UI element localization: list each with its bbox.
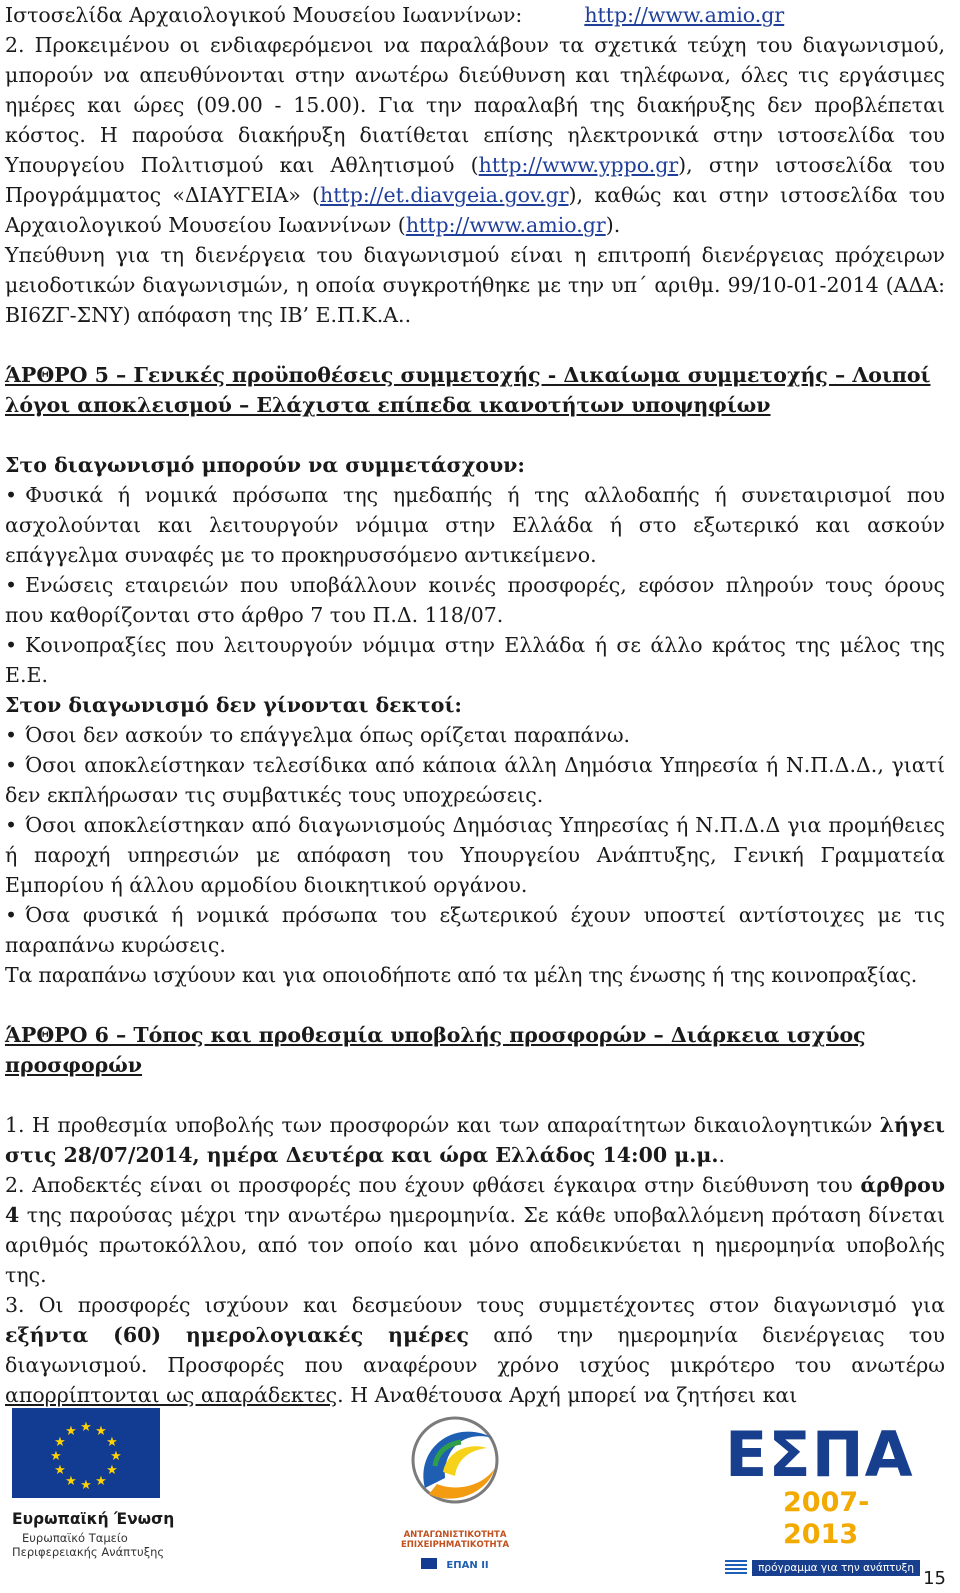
committee-paragraph: Υπεύθυνη για τη διενέργεια του διαγωνισμού είναι η επιτροπή διενέργειας πρόχειρων μειοδοτικών διαγωνισμών, η οποία συγκροτήθηκε με την υπ΄ αριθμ. 99/10-01-2014 (ΑΔΑ: ΒΙ6ΖΓ-ΣΝΥ) απόφαση της ΙΒ’ Ε.Π.Κ.Α.. [5, 243, 945, 327]
p2-text: 2. Αποδεκτές είναι οι προσφορές που έχουν φθάσει έγκαιρα στην διεύθυνση του [5, 1173, 853, 1197]
museum-website-link[interactable]: http://www.amio.gr [584, 3, 785, 27]
svg-text:★: ★ [54, 1463, 66, 1478]
list-item: • Όσα φυσικά ή νομικά πρόσωπα του εξωτερικού έχουν υποστεί αντίστοιχες με τις παραπάνω κυρώσεις. [5, 900, 945, 960]
paragraph-2 [5, 30, 945, 240]
greek-flag-icon [725, 1560, 747, 1575]
p1-end: . [718, 1143, 726, 1167]
eu-flag-icon [12, 1408, 160, 1498]
epan-line-1: ΑΝΤΑΓΩΝΙΣΤΙΚΟΤΗΤΑ [403, 1530, 507, 1540]
document-page [5, 0, 945, 1410]
eu-sub-2: Περιφερειακής Ανάπτυξης [12, 1545, 165, 1559]
svg-text:★: ★ [54, 1435, 66, 1450]
espa-logo [725, 1418, 925, 1574]
p2-text-1: 2. Προκειμένου οι ενδιαφερόμενοι να παραλάβουν τα σχετικά τεύχη του διαγωνισμού, μπορούν να απευθύνονται στην ανωτέρω διεύθυνση και τηλέφωνα, όλες τις εργάσιμες ημέρες και ώρες (09.00 - 15.00). Για την παραλαβή της διακήρυξης δεν προβλέπεται κόστος. Η παρούσα διακήρυξη διατίθεται επίσης ηλεκτρονικά στην ιστοσελίδα του Υπουργείου Πολιτισμού και Αθλητισμού ( [5, 33, 945, 177]
p2-text-4: ). [605, 213, 621, 237]
validity-days: εξήντα (60) ημερολογιακές ημέρες [5, 1323, 469, 1347]
article-5-heading: ΆΡΘΡΟ 5 – Γενικές προϋποθέσεις συμμετοχής - Δικαίωμα συμμετοχής – Λοιποί λόγοι αποκλεισμού – Ελάχιστα επίπεδα ικανοτήτων υποψηφίων [5, 363, 931, 417]
svg-text:★: ★ [110, 1449, 122, 1464]
list-item: • Όσοι δεν ασκούν το επάγγελμα όπως ορίζεται παραπάνω. [5, 720, 945, 750]
article-6-para-1 [5, 1110, 945, 1170]
diavgeia-link[interactable]: http://et.diavgeia.gov.gr [320, 183, 569, 207]
svg-text:★: ★ [80, 1420, 92, 1435]
can-participate-title: Στο διαγωνισμό μπορούν να συμμετάσχουν: [5, 453, 525, 477]
epan-swirl-icon [395, 1408, 515, 1526]
museum-website-line [5, 0, 945, 30]
article-6-para-3 [5, 1290, 945, 1410]
epan-logo [395, 1408, 525, 1571]
svg-text:★: ★ [50, 1449, 62, 1464]
espa-tag: πρόγραμμα για την ανάπτυξη [752, 1560, 920, 1576]
rejected-text: απορρίπτονται ως απαράδεκτες [5, 1383, 338, 1407]
deadline-text: λήγει στις 28/07/2014, ημέρα Δευτέρα και ώρα Ελλάδος 14:00 μ.μ. [5, 1113, 945, 1167]
p2-text-3: ), καθώς και στην ιστοσελίδα του Αρχαιολογικού Μουσείου Ιωαννίνων ( [5, 183, 945, 237]
epan-badge-row [395, 1553, 515, 1572]
espa-tag-row [725, 1557, 925, 1576]
svg-text:★: ★ [80, 1478, 92, 1493]
eu-logo [12, 1408, 175, 1588]
amio-link[interactable]: http://www.amio.gr [405, 213, 606, 237]
svg-text:★: ★ [95, 1474, 107, 1489]
article-ref: άρθρου 4 [5, 1173, 945, 1227]
svg-text:★: ★ [106, 1463, 118, 1478]
yppo-link[interactable]: http://www.yppo.gr [478, 153, 679, 177]
museum-website-label: Ιστοσελίδα Αρχαιολογικού Μουσείου Ιωαννίνων: [5, 3, 523, 27]
p2-rest: της παρούσας μέχρι την ανωτέρω ημερομηνία. Σε κάθε υποβαλλόμενη πρόταση δίνεται αριθμός πρωτοκόλλου, από τον οποίο και μόνο αποδεικνύεται η ημερομηνία υποβολής της. [5, 1203, 945, 1287]
p3-end: . Η Αναθέτουσα Αρχή μπορεί να ζητήσει και [337, 1383, 798, 1407]
list-item: • Κοινοπραξίες που λειτουργούν νόμιμα στην Ελλάδα ή σε άλλο κράτος της μέλος της Ε.Ε. [5, 630, 945, 690]
article-6-para-2 [5, 1170, 945, 1290]
epan-line-3: ΕΠΑΝ ΙΙ [446, 1560, 489, 1571]
page-number: 15 [923, 1568, 946, 1589]
list-item: • Όσοι αποκλείστηκαν από διαγωνισμούς Δημόσιας Υπηρεσίας ή Ν.Π.Δ.Δ για προμήθειες ή παροχή υπηρεσιών με απόφαση του Υπουργείου Ανάπτυξης, Γενική Γραμματεία Εμπορίου ή άλλου αρμοδίου διοικητικού οργάνου. [5, 810, 945, 900]
not-accepted-title: Στον διαγωνισμό δεν γίνονται δεκτοί: [5, 693, 462, 717]
list-item: • Ενώσεις εταιρειών που υποβάλλουν κοινές προσφορές, εφόσον πληρούν τους όρους που καθορίζονται στο άρθρο 7 του Π.Δ. 118/07. [5, 570, 945, 630]
list-item: • Όσοι αποκλείστηκαν τελεσίδικα από κάποια άλλη Δημόσια Υπηρεσία ή Ν.Π.Δ.Δ., γιατί δεν εκπλήρωσαν τις συμβατικές τους υποχρεώσεις. [5, 750, 945, 810]
list-item: • Φυσικά ή νομικά πρόσωπα της ημεδαπής ή της αλλοδαπής ή συνεταιρισμοί που ασχολούνται και λειτουργούν νόμιμα στην Ελλάδα ή στο εξωτερικό και ασκούν επάγγελμα συναφές με το προκηρυσσόμενο αντικείμενο. [5, 480, 945, 570]
svg-text:★: ★ [95, 1424, 107, 1439]
svg-text:★: ★ [65, 1474, 77, 1489]
p3-text: 3. Οι προσφορές ισχύουν και δεσμεύουν τους συμμετέχοντες στον διαγωνισμό για [5, 1293, 945, 1317]
eu-title: Ευρωπαϊκή Ένωση [12, 1510, 175, 1528]
p3-rest: από την ημερομηνία διενέργειας του διαγωνισμού. Προσφορές που αναφέρουν χρόνο ισχύος μικρότερο του ανωτέρω [5, 1323, 945, 1377]
eu-mini-flag-icon [421, 1558, 437, 1569]
svg-text:★: ★ [65, 1424, 77, 1439]
espa-years: 2007-2013 [783, 1487, 870, 1550]
article-6-heading: ΆΡΘΡΟ 6 – Τόπος και προθεσμία υποβολής προσφορών – Διάρκεια ισχύος προσφορών [5, 1023, 866, 1077]
eu-sub-1: Ευρωπαϊκό Ταμείο [22, 1531, 128, 1545]
footer-logos [0, 1408, 960, 1593]
espa-title: ΕΣΠΑ [725, 1418, 914, 1491]
epan-line-2: ΕΠΙΧΕΙΡΗΜΑΤΙΚΟΤΗΤΑ [400, 1540, 510, 1550]
article-5-closing: Τα παραπάνω ισχύουν και για οποιοδήποτε από τα μέλη της ένωσης ή της κοινοπραξίας. [5, 963, 918, 987]
p2-text-2: ), στην ιστοσελίδα του Προγράμματος «ΔΙΑΥΓΕΙΑ» ( [5, 153, 945, 207]
svg-text:★: ★ [106, 1435, 118, 1450]
p1-text: 1. Η προθεσμία υποβολής των προσφορών και των απαραίτητων δικαιολογητικών [5, 1113, 873, 1137]
